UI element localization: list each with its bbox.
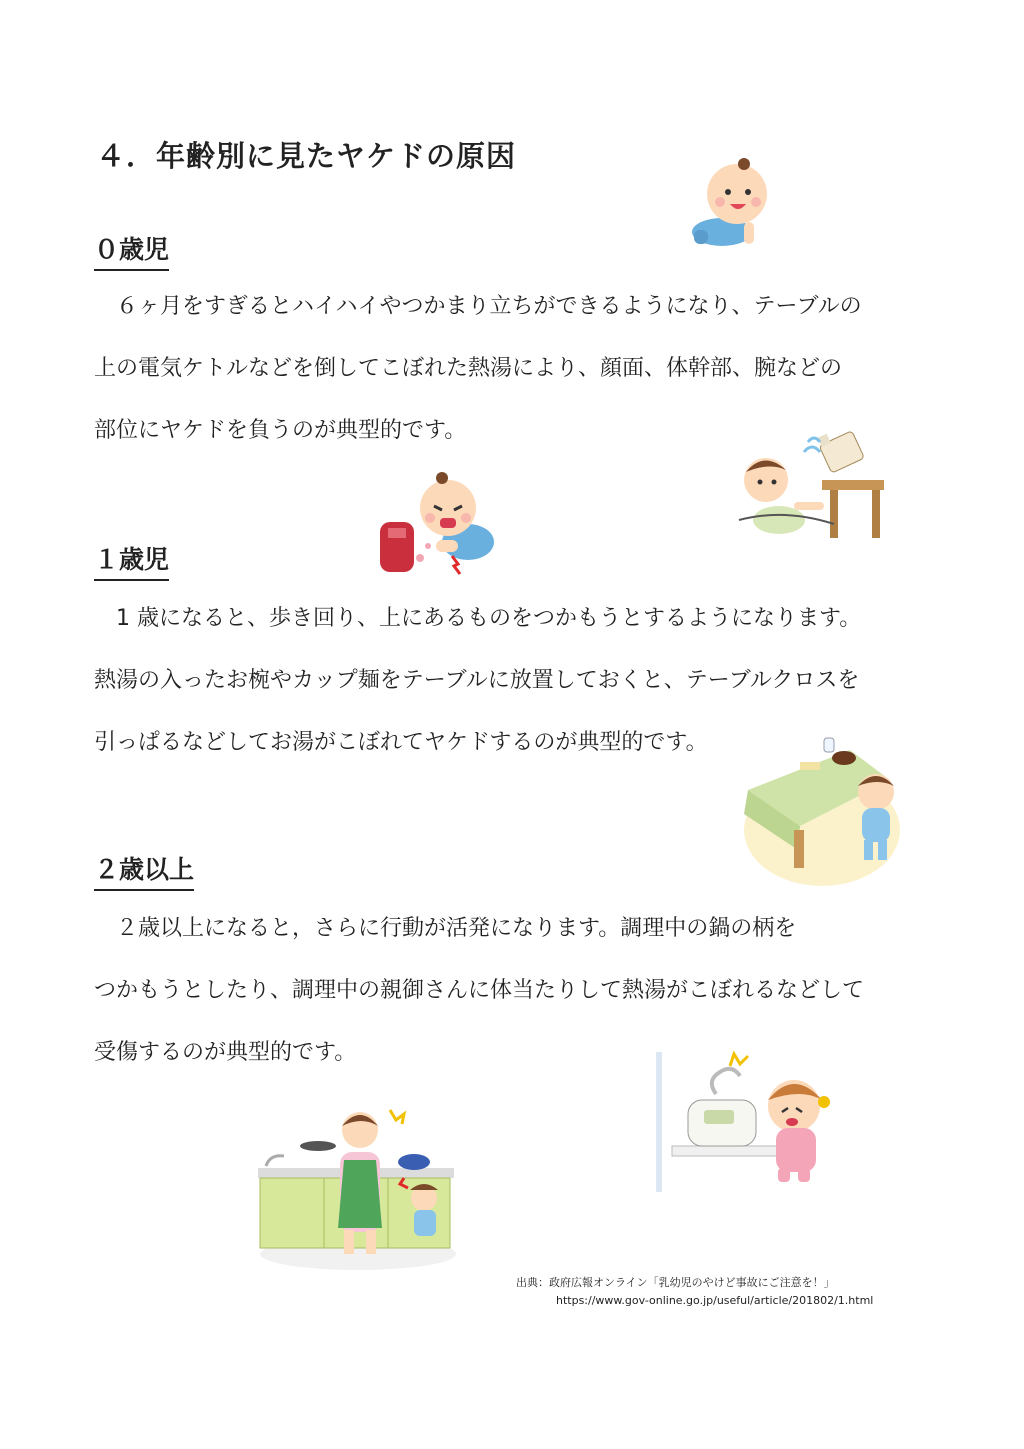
source-credit: 出典：政府広報オンライン「乳幼児のやけど事故にご注意を！」 <box>516 1276 835 1289</box>
heading-age-2-plus: ２歳以上 <box>94 850 194 891</box>
heading-age-0: ０歳児 <box>94 230 169 271</box>
baby-kettle-spill-icon <box>734 422 889 542</box>
heading-age-1: １歳児 <box>94 540 169 581</box>
paragraph-line: 1 歳になると、歩き回り、上にあるものをつかもうとするようになります。 <box>94 606 862 631</box>
paragraph-line: ６ヶ月をすぎるとハイハイやつかまり立ちができるようになり、テーブルの <box>94 294 862 319</box>
paragraph-line: 上の電気ケトルなどを倒してこぼれた熱湯により、顔面、体幹部、腕などの <box>94 356 843 381</box>
paragraph-line: 熱湯の入ったお椀やカップ麺をテーブルに放置しておくと、テーブルクロスを <box>94 668 860 693</box>
crawling-baby-icon <box>682 152 782 252</box>
paragraph-line: つかもうとしたり、調理中の親御さんに体当たりして熱湯がこぼれるなどして <box>94 978 865 1003</box>
page-title: ４．年齢別に見たヤケドの原因 <box>96 139 517 173</box>
paragraph-line: 引っぱるなどしてお湯がこぼれてヤケドするのが典型的です。 <box>94 730 708 755</box>
paragraph-line: 受傷するのが典型的です。 <box>94 1040 357 1065</box>
paragraph-line: ２歳以上になると，さらに行動が活発になります。調理中の鍋の柄を <box>94 916 797 941</box>
baby-burned-hand-icon <box>378 466 503 576</box>
paragraph-line: 部位にヤケドを負うのが典型的です。 <box>94 418 467 443</box>
kitchen-mother-child-icon <box>258 1100 458 1272</box>
child-tablecloth-icon <box>740 730 905 888</box>
girl-rice-cooker-steam-icon <box>652 1050 842 1192</box>
source-url: https://www.gov-online.go.jp/useful/article/201802/1.html <box>556 1294 874 1307</box>
